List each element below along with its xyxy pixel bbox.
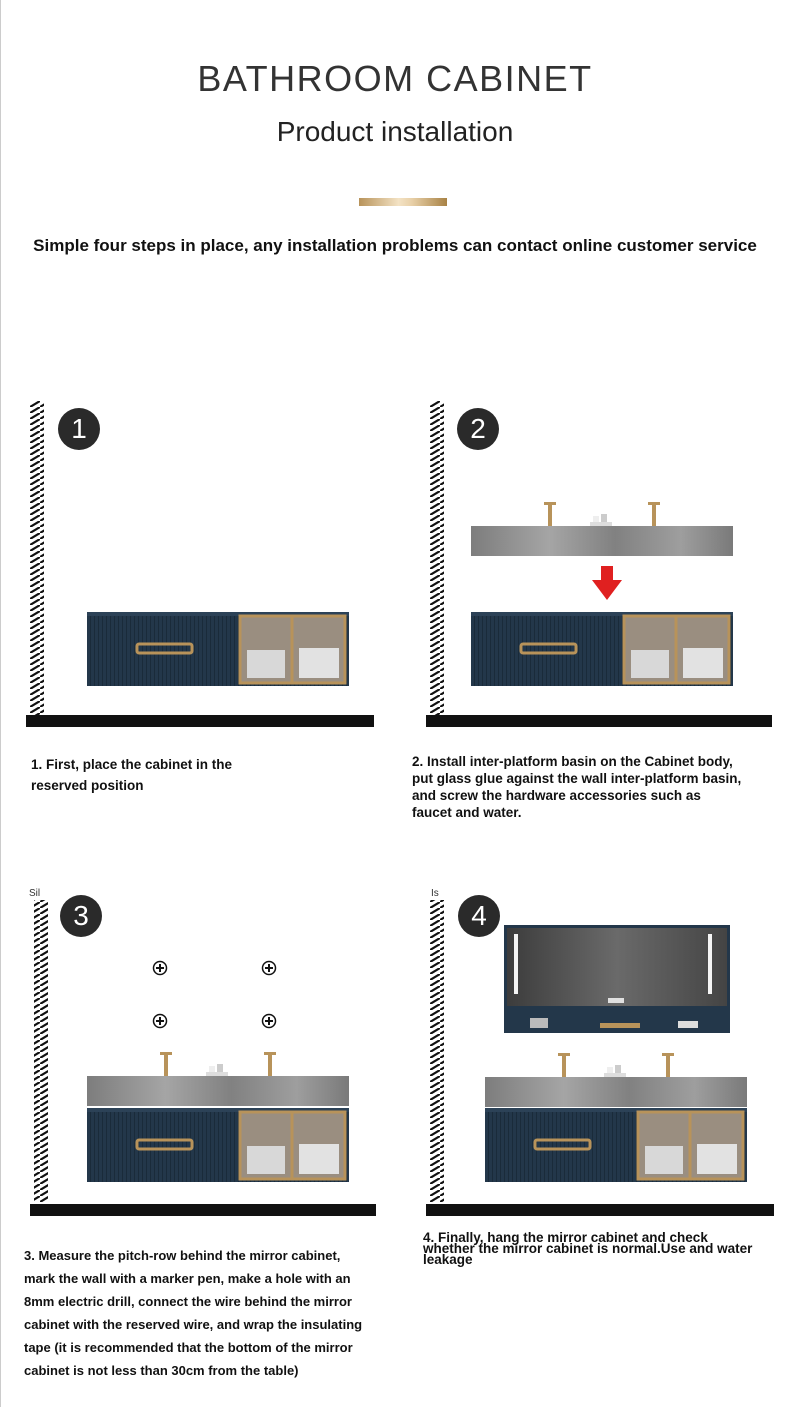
down-arrow-icon xyxy=(592,566,622,600)
step3-illustration xyxy=(20,890,390,1230)
intro-text: Simple four steps in place, any installation problems can contact online customer service xyxy=(33,236,757,255)
step1-badge: 1 xyxy=(58,408,100,450)
step2-caption: 2. Install inter-platform basin on the Cabinet body, put glass glue against the wall inter-platform basin, and screw the hardware accessories such as faucet and water. xyxy=(412,754,742,820)
gold-divider xyxy=(359,198,447,206)
step4-caption: 4. Finally, hang the mirror cabinet and check whether the mirror cabinet is normal.Use and water leakage xyxy=(423,1230,753,1267)
step4-badge: 4 xyxy=(458,895,500,937)
mirror-cabinet xyxy=(504,925,730,1033)
step3-badge: 3 xyxy=(60,895,102,937)
page-subtitle: Product installation xyxy=(276,116,514,147)
stray-text-fragment: Sil xyxy=(29,888,41,899)
step4-illustration xyxy=(420,890,780,1230)
stray-text-fragment-2: Is xyxy=(431,888,439,899)
step1-caption: 1. First, place the cabinet in the reserved position xyxy=(31,757,233,793)
page-left-border xyxy=(0,0,1,1407)
step3-caption: 3. Measure the pitch-row behind the mirror cabinet, mark the wall with a marker pen, make a hole with an 8mm electric drill, connect the wire behind the mirror cabinet with the reserved wire, and wrap the insulating tape (it is recommended that the bottom of the mirror cabinet is not less than 30cm from the table) xyxy=(24,1248,363,1378)
page-title: BATHROOM CABINET xyxy=(197,58,593,99)
step2-badge: 2 xyxy=(457,408,499,450)
